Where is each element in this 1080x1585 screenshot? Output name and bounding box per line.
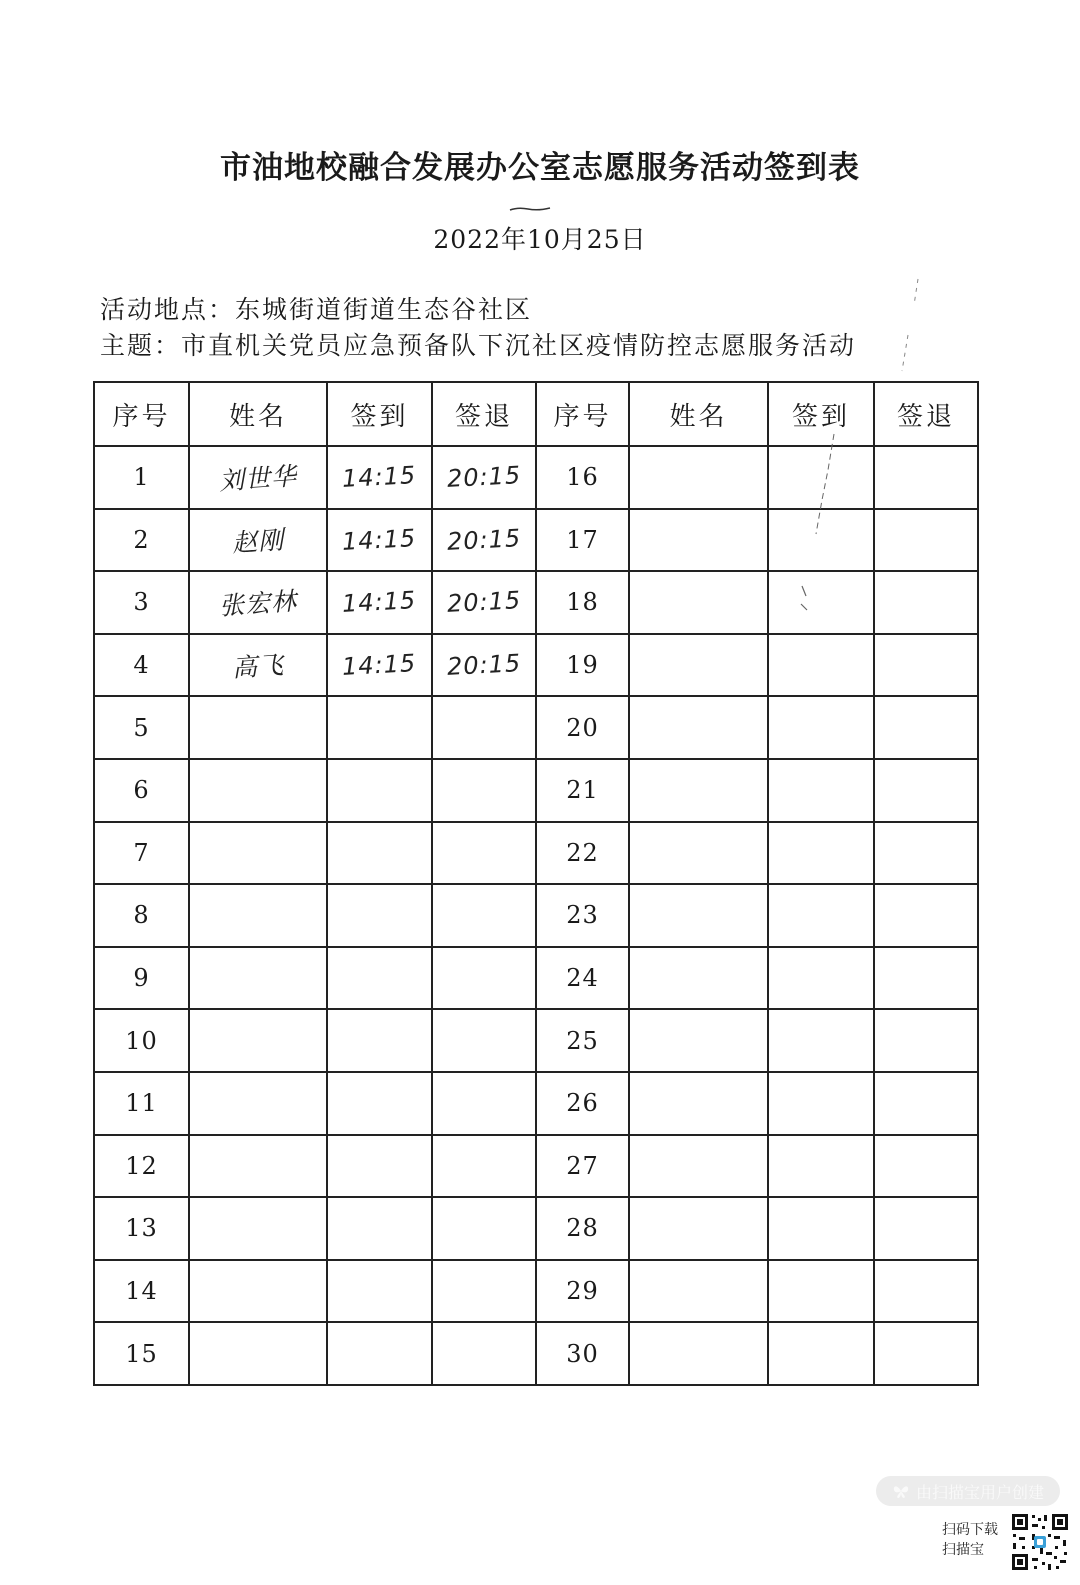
signature-name-right [629,1197,768,1260]
signature-name-left [189,1322,327,1385]
handwritten-name: 张宏林 [218,586,299,622]
signature-name-right [629,1322,768,1385]
row-number-right: 24 [536,947,629,1010]
header-number-left: 序号 [94,382,189,446]
row-number-right: 27 [536,1135,629,1198]
sign-out-time-left [432,696,536,759]
sign-in-time-right [768,1009,874,1072]
handwritten-name: 刘世华 [218,461,299,496]
handwritten-time: 20:15 [446,461,522,494]
sign-out-time-right [874,884,978,947]
sign-in-time-right [768,1260,874,1323]
row-number-left: 11 [94,1072,189,1135]
row-number-right: 25 [536,1009,629,1072]
signature-name-left [189,1135,327,1198]
app-watermark [876,1476,1060,1506]
row-number-right: 16 [536,446,629,509]
signature-name-right [629,509,768,572]
sign-out-time-right [874,1009,978,1072]
table-row [94,1072,978,1135]
sign-out-time-left [432,446,536,509]
sign-out-time-left [432,1260,536,1323]
signature-name-right [629,696,768,759]
row-number-right: 29 [536,1260,629,1323]
sign-in-time-left [327,446,432,509]
handwritten-time: 14:15 [341,649,418,681]
row-number-left: 7 [94,822,189,885]
header-sign-in-left: 签到 [327,382,432,446]
row-number-right: 17 [536,509,629,572]
row-number-left: 8 [94,884,189,947]
sign-out-time-right [874,696,978,759]
sign-out-time-right [874,1197,978,1260]
table-row [94,1197,978,1260]
scan-promo-line-2: 扫描宝 [942,1542,984,1558]
signature-name-right [629,446,768,509]
sign-in-time-right [768,696,874,759]
table-row [94,696,978,759]
sign-out-time-right [874,1072,978,1135]
sign-in-time-right [768,1322,874,1385]
qr-code-icon[interactable] [1010,1512,1070,1572]
signature-name-left [189,446,327,509]
row-number-left: 3 [94,571,189,634]
row-number-right: 20 [536,696,629,759]
sign-in-time-right [768,1135,874,1198]
pen-stroke [894,275,924,375]
sign-in-time-left [327,696,432,759]
handwritten-time: 14:15 [341,461,418,494]
row-number-left: 10 [94,1009,189,1072]
signature-name-left [189,822,327,885]
sign-in-time-left [327,1135,432,1198]
sign-out-time-right [874,947,978,1010]
sign-in-time-left [327,822,432,885]
header-sign-in-right: 签到 [768,382,874,446]
row-number-left: 12 [94,1135,189,1198]
sign-out-time-right [874,634,978,697]
row-number-left: 15 [94,1322,189,1385]
handwritten-time: 14:15 [341,586,418,619]
sign-out-time-left [432,1009,536,1072]
sign-in-time-left [327,1260,432,1323]
sign-in-time-right [768,1072,874,1135]
row-number-right: 19 [536,634,629,697]
sign-out-time-left [432,571,536,634]
pen-stroke [810,430,840,540]
sign-in-time-left [327,947,432,1010]
sign-in-time-right [768,759,874,822]
sign-in-time-left [327,1072,432,1135]
signature-name-right [629,759,768,822]
sign-out-time-left [432,634,536,697]
handwritten-time: 14:15 [341,523,418,556]
sign-in-time-left [327,884,432,947]
header-name-left: 姓名 [189,382,327,446]
signature-name-right [629,1072,768,1135]
row-number-left: 9 [94,947,189,1010]
signature-name-left [189,1009,327,1072]
table-row [94,1009,978,1072]
signature-name-right [629,1135,768,1198]
signature-name-left [189,1072,327,1135]
location-line: 活动地点：东城街道街道生态谷社区 [100,295,533,324]
signature-name-left [189,947,327,1010]
row-number-left: 2 [94,509,189,572]
sign-out-time-left [432,759,536,822]
signature-name-right [629,1009,768,1072]
row-number-right: 22 [536,822,629,885]
sign-in-time-right [768,1197,874,1260]
sign-in-time-left [327,571,432,634]
header-sign-out-right: 签退 [874,382,978,446]
table-row [94,947,978,1010]
sign-out-time-left [432,1197,536,1260]
table-row [94,1260,978,1323]
sign-in-time-left [327,509,432,572]
table-row [94,822,978,885]
signature-name-left [189,509,327,572]
signature-name-right [629,884,768,947]
signature-name-left [189,696,327,759]
sign-out-time-left [432,1322,536,1385]
row-number-right: 28 [536,1197,629,1260]
sign-in-time-right [768,822,874,885]
sign-in-table [93,381,979,1386]
row-number-left: 5 [94,696,189,759]
header-sign-out-left: 签退 [432,382,536,446]
row-number-right: 26 [536,1072,629,1135]
header-number-right: 序号 [536,382,629,446]
signature-name-right [629,1260,768,1323]
document-date: 2022年10月25日 [433,225,647,254]
handwritten-name: 高飞 [231,650,286,683]
table-row [94,1135,978,1198]
table-row [94,509,978,572]
table-header-row [94,382,978,446]
table-row [94,884,978,947]
sign-out-time-right [874,822,978,885]
sign-in-time-left [327,759,432,822]
signature-name-right [629,947,768,1010]
sign-in-time-right [768,571,874,634]
signature-name-left [189,571,327,634]
signature-name-right [629,822,768,885]
sign-out-time-right [874,509,978,572]
sign-out-time-left [432,1072,536,1135]
table-row [94,571,978,634]
row-number-right: 23 [536,884,629,947]
sign-in-time-right [768,947,874,1010]
pen-stroke [798,584,812,614]
row-number-left: 14 [94,1260,189,1323]
butterfly-icon [892,1482,910,1500]
sign-out-time-left [432,884,536,947]
row-number-left: 13 [94,1197,189,1260]
table-row [94,759,978,822]
handwritten-time: 20:15 [446,523,522,556]
watermark-text: 由扫描宝用户创建 [915,1482,1044,1502]
sign-in-time-right [768,884,874,947]
sign-out-time-right [874,1260,978,1323]
row-number-right: 21 [536,759,629,822]
sign-out-time-left [432,509,536,572]
signature-name-left [189,1260,327,1323]
row-number-left: 6 [94,759,189,822]
table-row [94,634,978,697]
header-name-right: 姓名 [629,382,768,446]
scan-promo-line-1: 扫码下载 [942,1522,998,1538]
document-title: 市油地校融合发展办公室志愿服务活动签到表 [220,150,860,186]
row-number-right: 18 [536,571,629,634]
sign-in-time-left [327,1197,432,1260]
sign-in-time-right [768,634,874,697]
row-number-right: 30 [536,1322,629,1385]
row-number-left: 1 [94,446,189,509]
sign-out-time-right [874,1135,978,1198]
sign-out-time-left [432,947,536,1010]
signature-name-right [629,634,768,697]
pen-mark [508,204,552,214]
signature-name-left [189,884,327,947]
sign-out-time-right [874,1322,978,1385]
scan-promo [942,1520,998,1560]
sign-out-time-left [432,1135,536,1198]
sign-out-time-left [432,822,536,885]
topic-line: 主题：市直机关党员应急预备队下沉社区疫情防控志愿服务活动 [100,331,857,360]
table-row [94,446,978,509]
signature-name-left [189,634,327,697]
table-row [94,1322,978,1385]
row-number-left: 4 [94,634,189,697]
signature-name-left [189,759,327,822]
handwritten-name: 赵刚 [231,525,286,558]
sign-out-time-right [874,571,978,634]
signature-name-right [629,571,768,634]
sign-out-time-right [874,759,978,822]
handwritten-time: 20:15 [446,586,522,619]
signature-name-left [189,1197,327,1260]
sign-in-time-left [327,1009,432,1072]
sign-in-time-left [327,1322,432,1385]
sign-in-time-left [327,634,432,697]
handwritten-time: 20:15 [446,649,522,681]
sign-out-time-right [874,446,978,509]
